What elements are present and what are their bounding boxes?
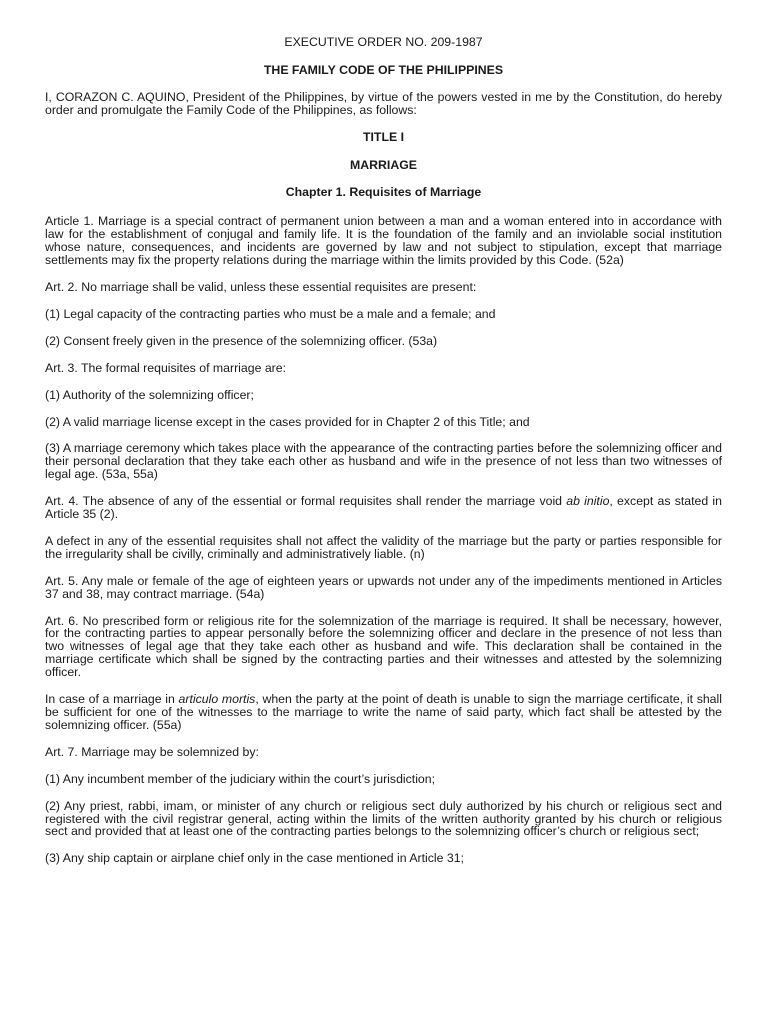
preamble: I, CORAZON C. AQUINO, President of the Philippines, by virtue of the powers vested in me by the Constitution, do hereby order and promulgate the Family Code of the Philippines, as follows: [45, 89, 722, 117]
article-2-item-2: (2) Consent freely given in the presence of the solemnizing officer. (53a) [45, 333, 438, 348]
title-name: MARRIAGE [350, 157, 417, 172]
article-1: Article 1. Marriage is a special contract of permanent union between a man and a woman entered into in accordance with law for the establishment of conjugal and family life. It is the foundation of the family and an inviolable social institution whose nature, consequences, and incidents are governed by law and not subject to stipulation, except that marriage settlements may fix the property relations during the marriage within the limits provided by this Code. (52a) [45, 214, 722, 268]
article-2: Art. 2. No marriage shall be valid, unless these essential requisites are present: [45, 279, 477, 294]
chapter-heading: Chapter 1. Requisites of Marriage [285, 185, 482, 200]
article-5: Art. 5. Any male or female of the age of eighteen years or upwards not under any of the impediments mentioned in Articles 37 and 38, may contract marriage. (54a) [45, 573, 722, 601]
article-3: Art. 3. The formal requisites of marriage are: [45, 360, 287, 375]
article-2-item-1: (1) Legal capacity of the contracting parties who must be a male and a female; and [45, 306, 496, 321]
article-4-text-end: , except as stated in Article 35 (2). [45, 494, 722, 522]
article-6-paragraph-2 [45, 693, 722, 732]
article-7: Art. 7. Marriage may be solemnized by: [45, 744, 259, 759]
article-6-p2-text-end: , when the party at the point of death is unable to sign the marriage certificate, it shall be sufficient for one of the witnesses to the marriage to write the name of said party, which fact shall be attested by the solemnizing officer. (55a) [45, 692, 722, 732]
article-6-p2-text-start: In case of a marriage in [45, 692, 179, 707]
title-heading: TITLE I [363, 129, 404, 144]
article-7-item-1: (1) Any incumbent member of the judiciary within the court’s jurisdiction; [45, 771, 436, 786]
executive-order-number: EXECUTIVE ORDER NO. 209-1987 [284, 35, 483, 49]
article-4-latin-term: ab initio [566, 494, 610, 509]
code-title: THE FAMILY CODE OF THE PHILIPPINES [263, 62, 504, 77]
document-page [45, 36, 722, 879]
article-3-item-3: (3) A marriage ceremony which takes place with the appearance of the contracting parties before the solemnizing officer and their personal declaration that they take each other as husband and wife in the presence of not less than two witnesses of legal age. (53a, 55a) [45, 441, 722, 482]
article-6: Art. 6. No prescribed form or religious rite for the solemnization of the marriage is required. It shall be necessary, however, for the contracting parties to appear personally before the solemnizing officer and declare in the presence of not less than two witnesses of legal age that they take each other as husband and wife. This declaration shall be contained in the marriage certificate which shall be signed by the contracting parties and their witnesses and attested by the solemnizing officer. [45, 613, 722, 680]
article-4-text-start: Art. 4. The absence of any of the essential or formal requisites shall render the marriage void [45, 494, 567, 509]
article-7-item-3: (3) Any ship captain or airplane chief only in the case mentioned in Article 31; [45, 851, 465, 866]
article-6-latin-term: articulo mortis [178, 692, 256, 707]
article-3-item-1: (1) Authority of the solemnizing officer; [45, 387, 254, 402]
article-3-item-2: (2) A valid marriage license except in the cases provided for in Chapter 2 of this Title; and [45, 414, 530, 429]
article-4 [45, 495, 722, 521]
article-7-item-2: (2) Any priest, rabbi, imam, or minister of any church or religious sect duly authorized by his church or religious sect and registered with the civil registrar general, acting within the limits of the written authority granted by his church or religious sect and provided that at least one of the contracting parties belongs to the solemnizing officer’s church or religious sect; [45, 798, 722, 839]
article-4-paragraph-2: A defect in any of the essential requisites shall not affect the validity of the marriage but the party or parties responsible for the irregularity shall be civilly, criminally and administratively liable. (n) [45, 533, 722, 561]
